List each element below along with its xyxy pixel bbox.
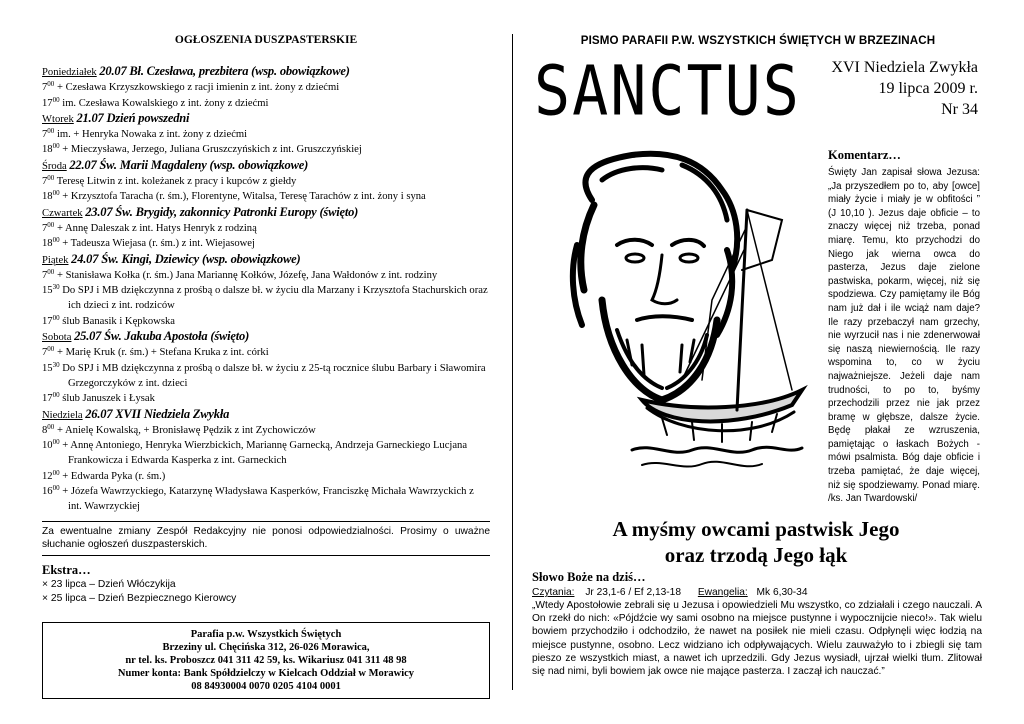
mass-hour: 17 <box>42 97 53 109</box>
mass-intention: Do SPJ i MB dziękczynna z prośbą o dalsze bł. w życiu dla Marzany i Krzysztofa Stachurskich oraz ich dzieci z int. rodziców <box>62 285 488 312</box>
mass-intention: + Krzysztofa Taracha (r. śm.), Florentyne, Witalsa, Teresę Tarachów z int. żony i syna <box>62 191 426 203</box>
mass-minutes: 00 <box>47 80 55 89</box>
mass-intention: Do SPJ i MB dziękczynna z prośbą o dalsze bł. w życiu z 25-tą rocznice ślubu Barbary i Sławomira Grzegorczyków z int. dzieci <box>62 362 486 389</box>
parish-phones: nr tel. ks. Proboszcz 041 311 42 59, ks. Wikariusz 041 311 48 98 <box>125 655 407 667</box>
column-divider <box>512 34 513 690</box>
parish-account: 08 84930004 0070 0205 4104 0001 <box>191 681 341 693</box>
day-name: Niedziela <box>42 409 83 421</box>
mass-minutes: 00 <box>47 127 55 136</box>
mass-intention: + Czesława Krzyszkowskiego z racji imienin z int. żony z dziećmi <box>56 82 340 94</box>
headline-line-2: oraz trzodą Jego łąk <box>664 543 848 567</box>
mass-entry <box>42 345 490 360</box>
commentary-text: Święty Jan zapisał słowa Jezusa: „Ja przyszedłem po to, aby [owce] miały życie i miały je w obfitości ” (J 10,10 ). Jezus daje obficie – to znaczy więcej niż trzeba, ponad miarę. Temu, kto przychodzi do Niego jak wierna owca do pasterza, Jezus daje zielone pastwiska, pokarm, więcej, niż się spodziewa. Czy pamiętamy ile Bóg nam już dał i ile wciąż nam daje? Ile razy przebaczył nam grzechy, nie wyrzucił nas i nie zdenerwował się naszą niewiernością. Ile razy wspomina to, co w życiu najważniejsze. Jeżeli daje nam trudności, to po to, byśmy przechodzili przez nie jak przez bramę w głębsze, dalsze życie. Będę płakał ze wzruszenia, pamiętając o łaskach Bożych - mówi psalmista. Bóg daje obficie i trzeba pamiętać, że daje więcej, niż się spodziewamy. Ponad miarę. /ks. Jan Twardowski/ <box>828 167 980 505</box>
readings-refs: Jr 23,1-6 / Ef 2,13-18 <box>585 587 682 598</box>
issue-info <box>831 57 978 120</box>
mass-intention: + Tadeusza Wiejasa (r. śm.) z int. Wiejasowej <box>62 238 255 250</box>
ekstra-section <box>42 563 490 606</box>
mass-minutes: 00 <box>52 142 60 151</box>
feast-title: 24.07 Św. Kingi, Dziewicy (wsp. obowiązkowe) <box>71 251 301 266</box>
mass-hour: 16 <box>42 486 53 498</box>
parish-name: Parafia p.w. Wszystkich Świętych <box>190 628 342 640</box>
newsletter-column <box>532 34 984 139</box>
parish-info-box <box>42 622 490 699</box>
sanctus-logo: SANCTUS <box>534 51 801 132</box>
mass-entry <box>42 314 490 329</box>
mass-hour: 17 <box>42 393 53 405</box>
mass-hour: 18 <box>42 144 53 156</box>
mass-intention: + Annę Daleszak z int. Hatys Henryk z rodziną <box>56 222 257 234</box>
mass-hour: 15 <box>42 285 53 297</box>
mass-minutes: 00 <box>47 220 55 229</box>
masthead <box>532 53 984 139</box>
day-name: Sobota <box>42 332 72 344</box>
schedule-day <box>42 158 490 174</box>
mass-minutes: 00 <box>47 174 55 183</box>
cross-icon: × <box>42 592 51 604</box>
feast-title: 21.07 Dzień powszedni <box>76 110 190 125</box>
commentary-title: Komentarz… <box>828 148 901 162</box>
day-name: Środa <box>42 160 67 172</box>
mass-entry <box>42 236 490 251</box>
readings-line <box>532 586 982 599</box>
mass-hour: 15 <box>42 362 53 374</box>
jesus-boat-illustration <box>532 150 814 480</box>
schedule-day <box>42 205 490 221</box>
mass-intention: + Stanisława Kołka (r. śm.) Jana Mariannę Kołków, Józefę, Jana Wałdonów z int. rodziny <box>56 269 438 281</box>
mass-minutes: 00 <box>47 267 55 276</box>
mass-minutes: 00 <box>47 422 55 431</box>
mass-hour: 18 <box>42 238 53 250</box>
mass-intention: Teresę Litwin z int. koleżanek z pracy i kupców z giełdy <box>56 176 297 188</box>
mass-minutes: 00 <box>52 438 60 447</box>
main-headline <box>532 516 980 568</box>
mass-hour: 7 <box>42 269 48 281</box>
mass-entry <box>42 438 490 469</box>
issue-sunday: XVI Niedziela Zwykła <box>831 59 978 76</box>
mass-entry <box>42 127 490 142</box>
mass-minutes: 00 <box>52 189 60 198</box>
mass-hour: 12 <box>42 470 53 482</box>
newsletter-header: PISMO PARAFII P.W. WSZYSTKICH ŚWIĘTYCH W BRZEZINACH <box>580 34 936 47</box>
mass-intention: ślub Januszek i Łysak <box>62 393 155 405</box>
mass-intention: + Marię Kruk (r. śm.) + Stefana Kruka z int. córki <box>56 347 269 359</box>
parish-address: Brzeziny ul. Chęcińska 312, 26-026 Morawica, <box>162 641 370 653</box>
mass-hour: 7 <box>42 82 48 94</box>
mass-intention: + Edwarda Pyka (r. śm.) <box>62 470 166 482</box>
day-name: Czwartek <box>42 207 83 219</box>
mass-minutes: 30 <box>52 360 60 369</box>
mass-intention: im. + Henryka Nowaka z int. żony z dziećmi <box>56 129 248 141</box>
mass-minutes: 00 <box>52 391 60 400</box>
feast-title: 26.07 XVII Niedziela Zwykła <box>85 406 230 421</box>
cross-icon: × <box>42 578 51 590</box>
mass-intention: + Anielę Kowalską, + Bronisławę Pędzik z int Zychowiczów <box>56 424 316 436</box>
mass-schedule <box>42 64 490 515</box>
schedule-day <box>42 64 490 80</box>
mass-hour: 10 <box>42 440 53 452</box>
gospel-label: Ewangelia: <box>697 587 748 598</box>
mass-entry <box>42 361 490 392</box>
mass-hour: 7 <box>42 129 48 141</box>
feast-title: 25.07 Św. Jakuba Apostoła (święto) <box>74 329 250 344</box>
issue-number: Nr 34 <box>941 101 978 118</box>
mass-minutes: 00 <box>52 468 60 477</box>
mass-entry <box>42 174 490 189</box>
mass-entry <box>42 189 490 204</box>
gospel-ref: Mk 6,30-34 <box>756 587 808 598</box>
day-name: Wtorek <box>42 113 74 125</box>
mass-entry <box>42 221 490 236</box>
ekstra-item: × 23 lipca – Dzień Włóczykija <box>42 578 176 590</box>
ekstra-title: Ekstra… <box>42 562 91 577</box>
mass-intention: ślub Banasik i Kępkowska <box>62 315 175 327</box>
mass-minutes: 00 <box>52 95 60 104</box>
mass-entry <box>42 283 490 314</box>
mass-minutes: 00 <box>52 484 60 493</box>
mass-hour: 7 <box>42 347 48 359</box>
word-of-god-title: Słowo Boże na dziś… <box>532 570 646 584</box>
feast-title: 23.07 Św. Brygidy, zakonnicy Patronki Europy (święto) <box>85 204 359 219</box>
mass-entry <box>42 484 490 515</box>
day-name: Piątek <box>42 254 69 266</box>
mass-minutes: 00 <box>52 313 60 322</box>
mass-intention: + Józefa Wawrzyckiego, Katarzynę Władysława Kasperków, Franciszkę Michała Wawrzyckich z int. Wawrzyckiej <box>62 486 474 513</box>
commentary-section <box>828 148 980 506</box>
mass-minutes: 00 <box>47 345 55 354</box>
disclaimer-note: Za ewentualne zmiany Zespół Redakcyjny nie ponosi odpowiedzialności. Prosimy o uważne słuchanie ogłoszeń duszpasterskich. <box>42 521 490 556</box>
mass-entry <box>42 142 490 157</box>
readings-label: Czytania: <box>532 587 575 598</box>
schedule-day <box>42 407 490 423</box>
schedule-day <box>42 252 490 268</box>
announcements-header: OGŁOSZENIA DUSZPASTERSKIE <box>174 34 358 46</box>
parish-bank: Numer konta: Bank Spółdzielczy w Kielcach Oddział w Morawicy <box>117 668 415 680</box>
mass-minutes: 30 <box>52 283 60 292</box>
mass-hour: 7 <box>42 222 48 234</box>
mass-intention: im. Czesława Kowalskiego z int. żony z dziećmi <box>62 97 269 109</box>
schedule-day <box>42 111 490 127</box>
day-name: Poniedziałek <box>42 67 97 78</box>
mass-entry <box>42 423 490 438</box>
ekstra-item: × 25 lipca – Dzień Bezpiecznego Kierowcy <box>42 592 237 604</box>
mass-entry <box>42 469 490 484</box>
issue-date: 19 lipca 2009 r. <box>878 80 978 97</box>
mass-intention: + Mieczysława, Jerzego, Juliana Gruszczyńskich z int. Gruszczyńskiej <box>62 144 362 156</box>
feast-title: 20.07 Bł. Czesława, prezbitera (wsp. obowiązkowe) <box>99 64 350 78</box>
word-of-god-section <box>532 570 982 678</box>
headline-line-1: A myśmy owcami pastwisk Jego <box>612 517 900 541</box>
mass-entry <box>42 96 490 111</box>
schedule-day <box>42 329 490 345</box>
mass-hour: 7 <box>42 176 48 188</box>
mass-intention: + Annę Antoniego, Henryka Wierzbickich, Mariannę Garnecką, Andrzeja Garneckiego Lucjana Frankowicza i Edwarda Kasperka z int. Garneckich <box>62 440 468 467</box>
mass-minutes: 00 <box>52 236 60 245</box>
mass-entry <box>42 391 490 406</box>
feast-title: 22.07 Św. Marii Magdaleny (wsp. obowiązkowe) <box>69 157 309 172</box>
mass-hour: 8 <box>42 424 48 436</box>
mass-hour: 17 <box>42 315 53 327</box>
mass-entry <box>42 80 490 95</box>
gospel-text: „Wtedy Apostołowie zebrali się u Jezusa i opowiedzieli Mu wszystko, co zdziałali i czego nauczali. A On rzekł do nich: «Pójdźcie wy sami osobno na miejsce pustynne i wypocznijcie nieco!». Tak wielu bowiem przychodziło i odchodziło, że nawet na posiłek nie mieli czasu. Odpłynęli więc łodzią na miejsce pustynne, osobno. Lecz widziano ich odpływających. Wielu zauważyło to i zbiegli się tam pieszo ze wszystkich miast, a nawet ich uprzedzili. Gdy Jezus wysiadł, ujrzał wielki tłum. Zlitował się nad nimi, byli bowiem jak owce nie mające pasterza. I zaczął ich nauczać.” <box>532 600 982 678</box>
announcements-column <box>42 34 490 699</box>
mass-hour: 18 <box>42 191 53 203</box>
mass-entry <box>42 268 490 283</box>
